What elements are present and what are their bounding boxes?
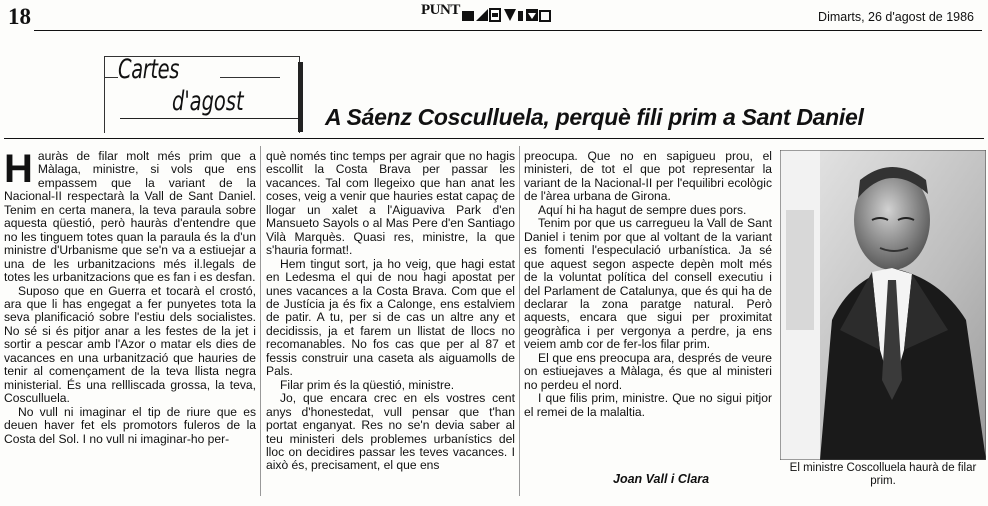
article-paragraph: Tenim por que us carregueu la Vall de Sant Daniel i tenim por que al voltant de la variant es fomenti l'especulació urbanística. Ja sé que aquest segon aspecte depèn molt més de la voluntat política del consell executiu i del Parlament de Catalunya, que és qui ha de declarar la zona paratge natural. Però aquests, encara que sigui per proximitat geogràfica i per vergonya a perdre, ja ens veiem amb cor de fer-los filar prim.: [524, 216, 772, 352]
article-column-3: [524, 150, 772, 419]
article-paragraph: preocupa. Que no en sapigueu prou, el ministeri, de tot el que pot representar la variant de la Nacional-II per l'equilibri ecològic de l'àrea urbana de Girona.: [524, 149, 772, 204]
column-divider: [260, 146, 261, 496]
article-column-2: [266, 150, 515, 473]
header-rule: [34, 30, 982, 31]
article-paragraph: El que ens preocupa ara, després de veure on estiuejaves a Màlaga, és que al ministeri no perdeu el nord.: [524, 350, 772, 392]
masthead-logo-graphic: [460, 5, 552, 29]
column-divider: [519, 146, 520, 496]
article-paragraph: Jo, que encara crec en els vostres cent anys d'honestedat, vull pensar que t'han portat enganyat. Res no se'n devia saber al teu ministeri dels problemes urbanístics del lloc on decidires passar les teves vacances. I això és, precisament, el que ens: [266, 391, 515, 473]
article-column-1: [4, 147, 256, 446]
drop-cap: H: [4, 147, 33, 191]
minister-photo: [780, 150, 986, 460]
section-title-line2: d'agost: [172, 86, 244, 117]
article-paragraph: Suposo que en Guerra et tocarà el crostó, ara que li has engegat a fer punyetes tota la seva planificació sobre l'estiu dels socialistes. No sé si és pitjor anar a les festes de la jet i sortir a pescar amb l'Azor o matar els dies de vacances en una urbanització que hauries de tenir al començament de la teva llista negra ministerial. És una rellliscada grossa, la teva, Cosculluela.: [4, 283, 256, 406]
article-paragraph: I que filis prim, ministre. Que no sigui pitjor el remei de la malaltia.: [524, 391, 772, 419]
page-number: 18: [8, 4, 31, 29]
masthead-logo-text: PUNT: [421, 2, 460, 18]
article-author: Joan Vall i Clara: [613, 472, 710, 486]
article-paragraph: Hauràs de filar molt més prim que a Màlaga, ministre, si vols que ens empassem que la variant de la Nacional-II respectarà la Vall de Sant Daniel. Tenim en certa manera, la teva paraula sobre aquesta qüestió, però hauràs d'entendre que no les tinguem totes quan la paraula és la d'un ministre d'Urbanisme que se'n va a estiuejar a una de les urbanitzacions més il.legals de totes les urbanitzacions que es fan i es desfan.: [4, 147, 256, 285]
article-paragraph: Aquí hi ha hagut de sempre dues pors.: [538, 202, 747, 217]
headline-rule: [4, 138, 984, 139]
section-badge-rule: [104, 77, 118, 78]
section-badge-underline: [120, 118, 300, 119]
publication-date: Dimarts, 26 d'agost de 1986: [818, 10, 974, 24]
photo-caption: El ministre Coscolluela haurà de filar prim.: [789, 462, 977, 487]
article-paragraph: Filar prim és la qüestió, ministre.: [280, 377, 455, 392]
article-headline: A Sáenz Cosculluela, perquè fili prim a Sant Daniel: [325, 104, 864, 130]
section-badge-shadow: [298, 62, 303, 132]
section-badge-rule: [220, 77, 280, 78]
section-title-line1: Cartes: [118, 54, 180, 85]
article-paragraph: què només tinc temps per agrair que no hagis escollit la Costa Brava per passar les vacances. Tal com llegeixo que han anat les coses, veig a venir que hauries estat capaç de llogar un xalet a l'Aiguaviva Park d'en Mansueto Sayols o al Mas Pere d'en Santiago Vilà Marquès. Quasi res, ministre, la que s'hauria format!.: [266, 149, 515, 258]
article-paragraph: Hem tingut sort, ja ho veig, que hagi estat en Ledesma el qui de nou hagi apostat per unes vacances a la Costa Brava. Com que el de Justícia ja és fix a Calonge, ens estalviem de patir. A tu, per si de cas un altre any et decidissis, ja et farem un llistat de llocs no recomanables. No fos cas que per al 87 et fessis construir una caseta als aiguamolls de Pals.: [266, 256, 515, 379]
article-paragraph: No vull ni imaginar el tip de riure que es deuen haver fet els promotors fuleros de la Costa del Sol. I no vull ni imaginar-ho per-: [4, 404, 256, 446]
